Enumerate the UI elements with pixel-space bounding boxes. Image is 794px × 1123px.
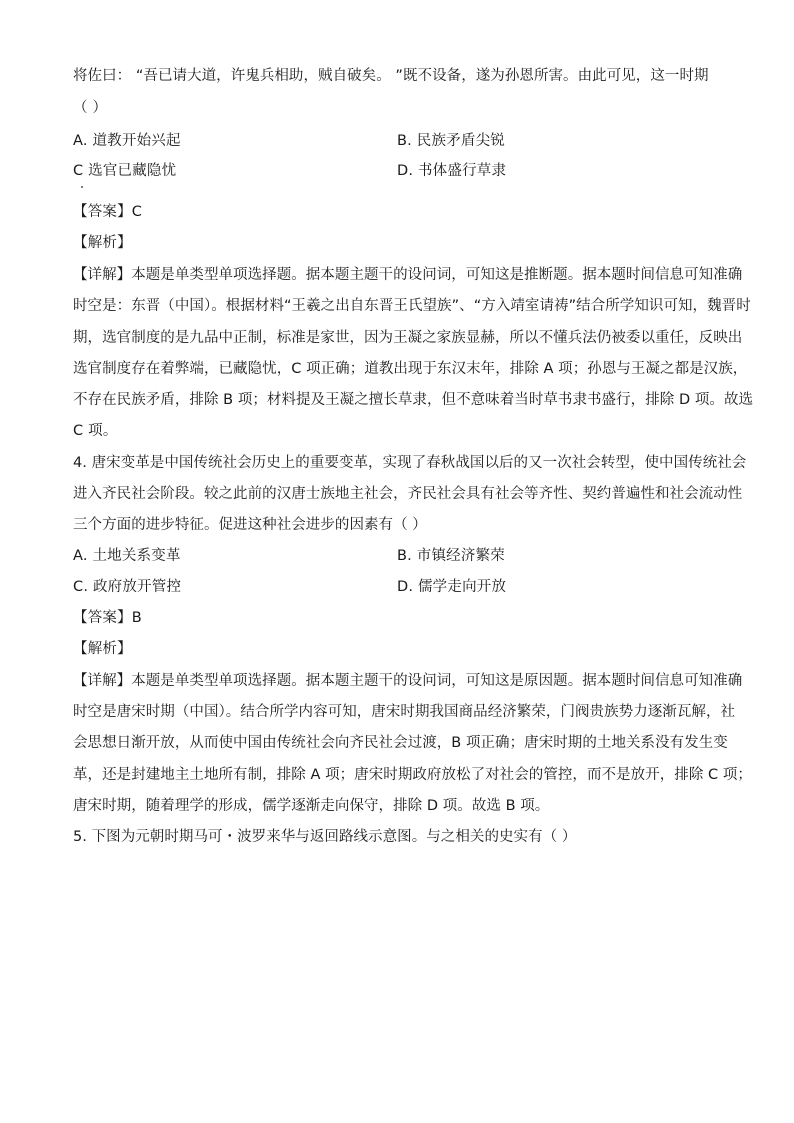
q4-detail-line: 【详解】本题是单类型单项选择题。据本题主题干的设问词，可知这是原因题。据本题时间信息可知准确 bbox=[73, 673, 743, 689]
q4-analysis-title: 【解析】 bbox=[73, 641, 132, 657]
q4-detail-line: 会思想日渐开放，从而使中国由传统社会向齐民社会过渡，B 项正确；唐宋时期的土地关系没有发生变 bbox=[73, 735, 728, 751]
q3-stem-line: 将佐曰： “吾已请大道，许鬼兵相助，贼自破矣。 ”既不设备，遂为孙恩所害。由此可见，这一时期 bbox=[73, 68, 709, 84]
q4-option-c: C. 政府放开管控 bbox=[73, 579, 182, 595]
q3-answer-blank: （ ） bbox=[73, 100, 108, 116]
q3-option-a: A. 道教开始兴起 bbox=[73, 133, 181, 149]
q3-option-b: B. 民族矛盾尖锐 bbox=[397, 133, 505, 149]
q3-detail-line: 选官制度存在着弊端，已藏隐忧，C 项正确；道教出现于东汉末年，排除 A 项；孙恩与王凝之都是汉族， bbox=[73, 361, 748, 377]
q4-stem-line: 三个方面的进步特征。促进这种社会进步的因素有（ ） bbox=[73, 517, 427, 533]
q3-detail-line: 时空是：东晋（中国）。根据材料“王羲之出自东晋王氏望族”、“方入靖室请祷”结合所学知识可知，魏晋时 bbox=[73, 298, 751, 314]
q4-option-d: D. 儒学走向开放 bbox=[397, 579, 507, 595]
q4-option-b: B. 市镇经济繁荣 bbox=[397, 548, 505, 564]
q4-stem-line: 进入齐民社会阶段。较之此前的汉唐士族地主社会，齐民社会具有社会等齐性、契约普遍性和社会流动性 bbox=[73, 486, 743, 502]
q3-answer: 【答案】C bbox=[73, 204, 143, 220]
q4-detail-line: 唐宋时期，随着理学的形成，儒学逐渐走向保守，排除 D 项。故选 B 项。 bbox=[73, 798, 550, 814]
q3-detail-line: 期，选官制度的是九品中正制，标准是家世，因为王凝之家族显赫，所以不懂兵法仍被委以重任，反映出 bbox=[73, 330, 743, 346]
q5-stem: 5. 下图为元朝时期马可・波罗来华与返回路线示意图。与之相关的史实有（ ） bbox=[73, 829, 577, 845]
q3-detail-line: 不存在民族矛盾，排除 B 项；材料提及王凝之擅长草隶，但不意味着当时草书隶书盛行，排除 D 项。故选 bbox=[73, 392, 754, 408]
q4-option-a: A. 土地关系变革 bbox=[73, 548, 181, 564]
q3-analysis-title: 【解析】 bbox=[73, 235, 132, 251]
q3-option-c: C 选官已藏隐忧 bbox=[73, 163, 177, 179]
stray-dot bbox=[81, 186, 83, 188]
q3-option-d: D. 书体盛行草隶 bbox=[397, 163, 507, 179]
q4-answer: 【答案】B bbox=[73, 610, 142, 626]
q4-detail-line: 时空是唐宋时期（中国）。结合所学内容可知，唐宋时期我国商品经济繁荣，门阀贵族势力逐渐瓦解，社 bbox=[73, 704, 736, 720]
q4-stem-line: 4. 唐宋变革是中国传统社会历史上的重要变革，实现了春秋战国以后的又一次社会转型，使中国传统社会 bbox=[73, 455, 747, 471]
q4-detail-line: 革，还是封建地主土地所有制，排除 A 项；唐宋时期政府放松了对社会的管控，而不是放开，排除 C 项； bbox=[73, 767, 752, 783]
q3-detail-line: C 项。 bbox=[73, 423, 118, 439]
q3-detail-line: 【详解】本题是单类型单项选择题。据本题主题干的设问词，可知这是推断题。据本题时间信息可知准确 bbox=[73, 267, 743, 283]
